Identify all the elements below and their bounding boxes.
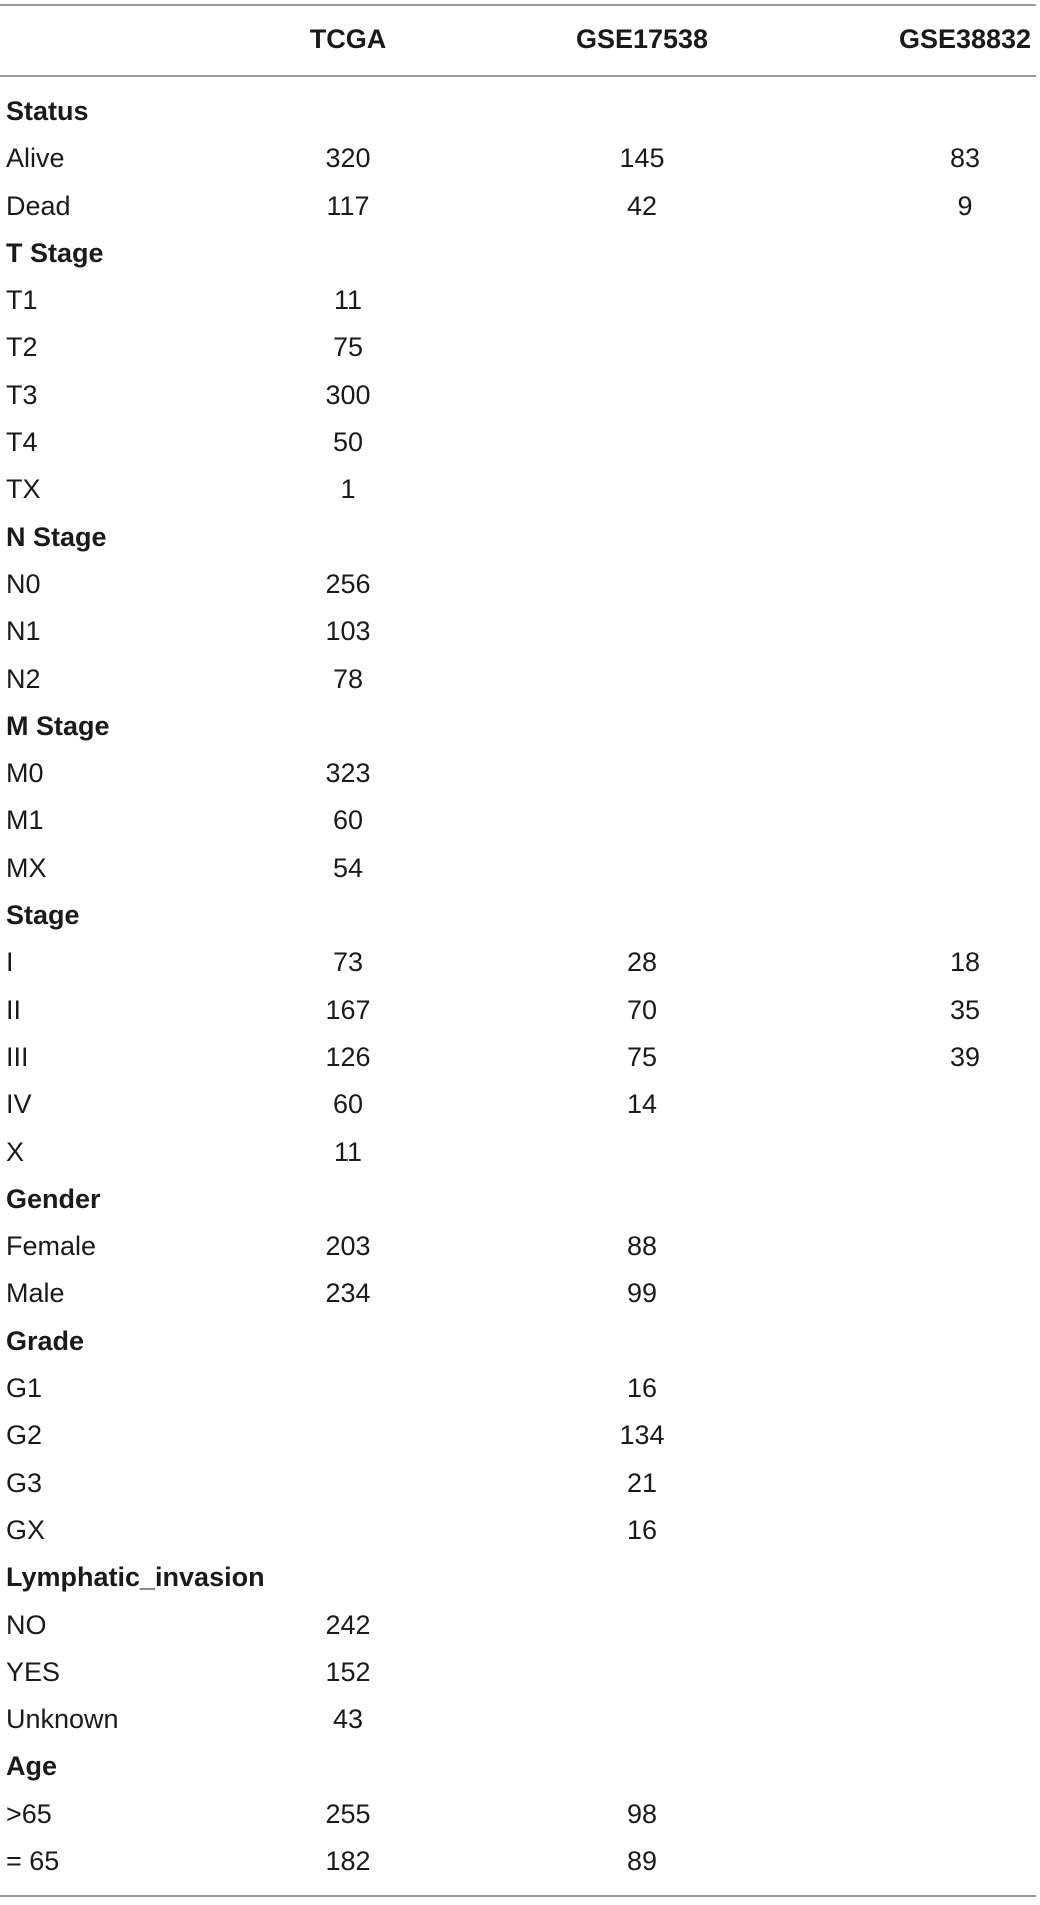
cell-tcga xyxy=(238,88,458,135)
table-row xyxy=(0,277,1040,324)
row-label: M0 xyxy=(6,758,44,789)
row-label: T3 xyxy=(6,379,38,410)
table-row xyxy=(0,1034,1040,1081)
cell-gse17538: 21 xyxy=(626,1467,658,1498)
cell-tcga xyxy=(238,1554,458,1601)
row-label: Male xyxy=(6,1278,65,1309)
row-label: G3 xyxy=(6,1467,43,1498)
cell-gse17538 xyxy=(532,1649,752,1696)
cell-tcga: 60 xyxy=(332,805,364,836)
row-label: YES xyxy=(6,1656,61,1687)
cell-gse17538 xyxy=(532,1129,752,1176)
cell-gse38832: 83 xyxy=(949,143,981,174)
section-label: Lymphatic_invasion xyxy=(6,1562,265,1593)
cell-gse38832 xyxy=(855,324,1040,371)
cell-gse17538 xyxy=(532,88,752,135)
table-row xyxy=(0,372,1040,419)
table-section-row xyxy=(0,88,1040,135)
cell-gse38832 xyxy=(855,750,1040,797)
cell-tcga: 256 xyxy=(325,568,371,599)
cell-gse17538: 75 xyxy=(626,1041,658,1072)
cell-gse38832 xyxy=(855,1507,1040,1554)
table-bottom-rule xyxy=(0,1895,1036,1897)
cell-tcga xyxy=(238,1318,458,1365)
section-label: Age xyxy=(6,1751,58,1782)
cell-gse38832 xyxy=(855,1554,1040,1601)
cell-tcga xyxy=(238,1507,458,1554)
section-label: M Stage xyxy=(6,710,110,741)
cell-gse17538: 28 xyxy=(626,947,658,978)
row-label: G2 xyxy=(6,1420,43,1451)
cell-gse17538 xyxy=(532,514,752,561)
section-label: Stage xyxy=(6,900,80,931)
cell-gse17538: 16 xyxy=(626,1514,658,1545)
cell-gse17538: 14 xyxy=(626,1089,658,1120)
cell-gse17538 xyxy=(532,656,752,703)
section-label: Grade xyxy=(6,1325,85,1356)
cell-gse38832 xyxy=(855,1412,1040,1459)
row-label: TX xyxy=(6,474,41,505)
row-label: N1 xyxy=(6,616,41,647)
table-row xyxy=(0,1412,1040,1459)
cell-gse38832 xyxy=(855,1318,1040,1365)
table-header-rule xyxy=(0,75,1036,77)
table-row xyxy=(0,987,1040,1034)
section-label: T Stage xyxy=(6,237,104,268)
table-row xyxy=(0,1223,1040,1270)
cell-gse17538: 89 xyxy=(626,1845,658,1876)
cell-gse38832 xyxy=(855,1791,1040,1838)
table-row xyxy=(0,1602,1040,1649)
cell-gse38832 xyxy=(855,1129,1040,1176)
cell-gse38832 xyxy=(855,514,1040,561)
row-label: N0 xyxy=(6,568,41,599)
cell-tcga: 11 xyxy=(333,1136,363,1167)
cell-gse38832: 9 xyxy=(957,190,973,221)
row-label: Dead xyxy=(6,190,71,221)
table-section-row xyxy=(0,1743,1040,1790)
cell-tcga: 167 xyxy=(325,994,371,1025)
cell-gse17538: 134 xyxy=(619,1420,665,1451)
row-label: Female xyxy=(6,1231,97,1262)
cell-gse38832 xyxy=(855,1270,1040,1317)
table-row xyxy=(0,1081,1040,1128)
cell-gse38832 xyxy=(855,892,1040,939)
row-label: T2 xyxy=(6,332,38,363)
cell-gse17538 xyxy=(532,466,752,513)
cell-gse38832 xyxy=(855,1365,1040,1412)
table-row xyxy=(0,1270,1040,1317)
row-label: X xyxy=(6,1136,25,1167)
cell-gse38832 xyxy=(855,561,1040,608)
row-label: IV xyxy=(6,1089,32,1120)
cell-gse17538: 145 xyxy=(619,143,665,174)
cell-tcga: 117 xyxy=(326,190,370,221)
cell-gse17538 xyxy=(532,419,752,466)
table-row xyxy=(0,1129,1040,1176)
table-row xyxy=(0,1649,1040,1696)
cell-gse38832 xyxy=(855,797,1040,844)
cell-tcga xyxy=(238,703,458,750)
cell-gse17538 xyxy=(532,230,752,277)
cell-tcga: 300 xyxy=(325,379,371,410)
table-row xyxy=(0,183,1040,230)
table-section-row xyxy=(0,230,1040,277)
row-label: G1 xyxy=(6,1373,43,1404)
cell-gse38832 xyxy=(855,1223,1040,1270)
cell-gse17538 xyxy=(532,1696,752,1743)
cell-gse17538: 88 xyxy=(626,1231,658,1262)
table-row xyxy=(0,608,1040,655)
cell-tcga: 60 xyxy=(332,1089,364,1120)
cell-gse38832 xyxy=(855,372,1040,419)
table-row xyxy=(0,561,1040,608)
cell-gse38832 xyxy=(855,608,1040,655)
row-label: NO xyxy=(6,1609,47,1640)
column-header-gse38832: GSE38832 xyxy=(898,24,1032,54)
table-row xyxy=(0,797,1040,844)
cell-tcga: 203 xyxy=(325,1231,371,1262)
cell-gse17538: 98 xyxy=(626,1798,658,1829)
cell-gse38832 xyxy=(855,703,1040,750)
cell-tcga: 11 xyxy=(333,285,363,316)
table-section-row xyxy=(0,703,1040,750)
table-body xyxy=(0,88,1040,1885)
table-row xyxy=(0,1460,1040,1507)
row-label: T1 xyxy=(6,285,38,316)
section-label: N Stage xyxy=(6,521,107,552)
cell-gse38832 xyxy=(855,1838,1040,1885)
table-section-row xyxy=(0,514,1040,561)
cell-tcga: 78 xyxy=(332,663,364,694)
table-row xyxy=(0,656,1040,703)
cell-gse17538: 42 xyxy=(626,190,658,221)
table-row xyxy=(0,1838,1040,1885)
table-row xyxy=(0,1507,1040,1554)
cell-gse38832 xyxy=(855,1602,1040,1649)
cell-tcga: 323 xyxy=(325,758,371,789)
row-label: GX xyxy=(6,1514,46,1545)
table-row xyxy=(0,1365,1040,1412)
cell-gse17538 xyxy=(532,324,752,371)
cell-gse17538 xyxy=(532,608,752,655)
cell-gse17538 xyxy=(532,892,752,939)
table-row xyxy=(0,1791,1040,1838)
cell-gse17538 xyxy=(532,797,752,844)
cell-gse17538 xyxy=(532,1602,752,1649)
cell-gse38832 xyxy=(855,230,1040,277)
row-label: M1 xyxy=(6,805,44,836)
cell-gse38832: 39 xyxy=(949,1041,981,1072)
table-row xyxy=(0,1696,1040,1743)
cell-gse17538 xyxy=(532,750,752,797)
column-header-gse17538: GSE17538 xyxy=(575,24,709,54)
cell-tcga: 255 xyxy=(325,1798,371,1829)
table-row xyxy=(0,939,1040,986)
cell-gse38832 xyxy=(855,1743,1040,1790)
cell-gse17538 xyxy=(532,1318,752,1365)
cell-gse38832: 18 xyxy=(949,947,981,978)
row-label: >65 xyxy=(6,1798,52,1829)
cell-gse17538: 99 xyxy=(626,1278,658,1309)
cell-gse17538 xyxy=(532,561,752,608)
cell-tcga: 73 xyxy=(332,947,364,978)
cell-gse38832 xyxy=(855,466,1040,513)
cell-tcga: 320 xyxy=(325,143,371,174)
cell-gse17538 xyxy=(532,1554,752,1601)
cell-tcga: 43 xyxy=(332,1704,364,1735)
table-section-row xyxy=(0,1318,1040,1365)
row-label: Unknown xyxy=(6,1704,119,1735)
cell-gse38832 xyxy=(855,1460,1040,1507)
cell-gse38832 xyxy=(855,1649,1040,1696)
row-label: Alive xyxy=(6,143,65,174)
cell-gse38832 xyxy=(855,1176,1040,1223)
cell-tcga: 126 xyxy=(325,1041,371,1072)
cell-tcga xyxy=(238,1460,458,1507)
cell-gse38832: 35 xyxy=(949,994,981,1025)
cell-tcga xyxy=(238,1176,458,1223)
row-label: = 65 xyxy=(6,1845,60,1876)
table-header-row xyxy=(0,4,1040,75)
row-label: N2 xyxy=(6,663,41,694)
cell-gse38832 xyxy=(855,656,1040,703)
cell-gse17538 xyxy=(532,1176,752,1223)
cell-gse17538 xyxy=(532,703,752,750)
cell-gse17538: 70 xyxy=(626,994,658,1025)
cell-tcga: 152 xyxy=(325,1656,371,1687)
cell-tcga: 234 xyxy=(325,1278,371,1309)
table-row xyxy=(0,419,1040,466)
cell-gse17538 xyxy=(532,372,752,419)
table-section-row xyxy=(0,892,1040,939)
cell-tcga xyxy=(238,1412,458,1459)
row-label: III xyxy=(6,1041,29,1072)
cell-tcga xyxy=(238,1365,458,1412)
cell-tcga: 182 xyxy=(325,1845,371,1876)
table-section-row xyxy=(0,1176,1040,1223)
cell-gse38832 xyxy=(855,1081,1040,1128)
table-row xyxy=(0,845,1040,892)
column-header-tcga: TCGA xyxy=(309,24,387,54)
table-row xyxy=(0,466,1040,513)
cell-gse38832 xyxy=(855,419,1040,466)
cell-tcga: 50 xyxy=(332,427,364,458)
cell-tcga: 1 xyxy=(340,474,356,505)
cell-tcga: 103 xyxy=(325,616,371,647)
row-label: I xyxy=(6,947,14,978)
cell-tcga xyxy=(238,230,458,277)
table-section-row xyxy=(0,1554,1040,1601)
cell-tcga: 75 xyxy=(332,332,364,363)
cell-gse17538 xyxy=(532,277,752,324)
section-label: Gender xyxy=(6,1183,101,1214)
row-label: II xyxy=(6,994,22,1025)
cell-gse38832 xyxy=(855,1696,1040,1743)
row-label: MX xyxy=(6,852,47,883)
section-label: Status xyxy=(6,96,89,126)
cell-gse17538 xyxy=(532,845,752,892)
cell-gse38832 xyxy=(855,88,1040,135)
row-label: T4 xyxy=(6,427,38,458)
cell-gse38832 xyxy=(855,277,1040,324)
table-row xyxy=(0,135,1040,182)
cell-gse38832 xyxy=(855,845,1040,892)
cell-tcga: 54 xyxy=(332,852,364,883)
cell-tcga xyxy=(238,892,458,939)
cell-tcga xyxy=(238,1743,458,1790)
cell-gse17538: 16 xyxy=(626,1373,658,1404)
cell-tcga xyxy=(238,514,458,561)
cell-tcga: 242 xyxy=(325,1609,371,1640)
cell-gse17538 xyxy=(532,1743,752,1790)
table-row xyxy=(0,324,1040,371)
table-row xyxy=(0,750,1040,797)
